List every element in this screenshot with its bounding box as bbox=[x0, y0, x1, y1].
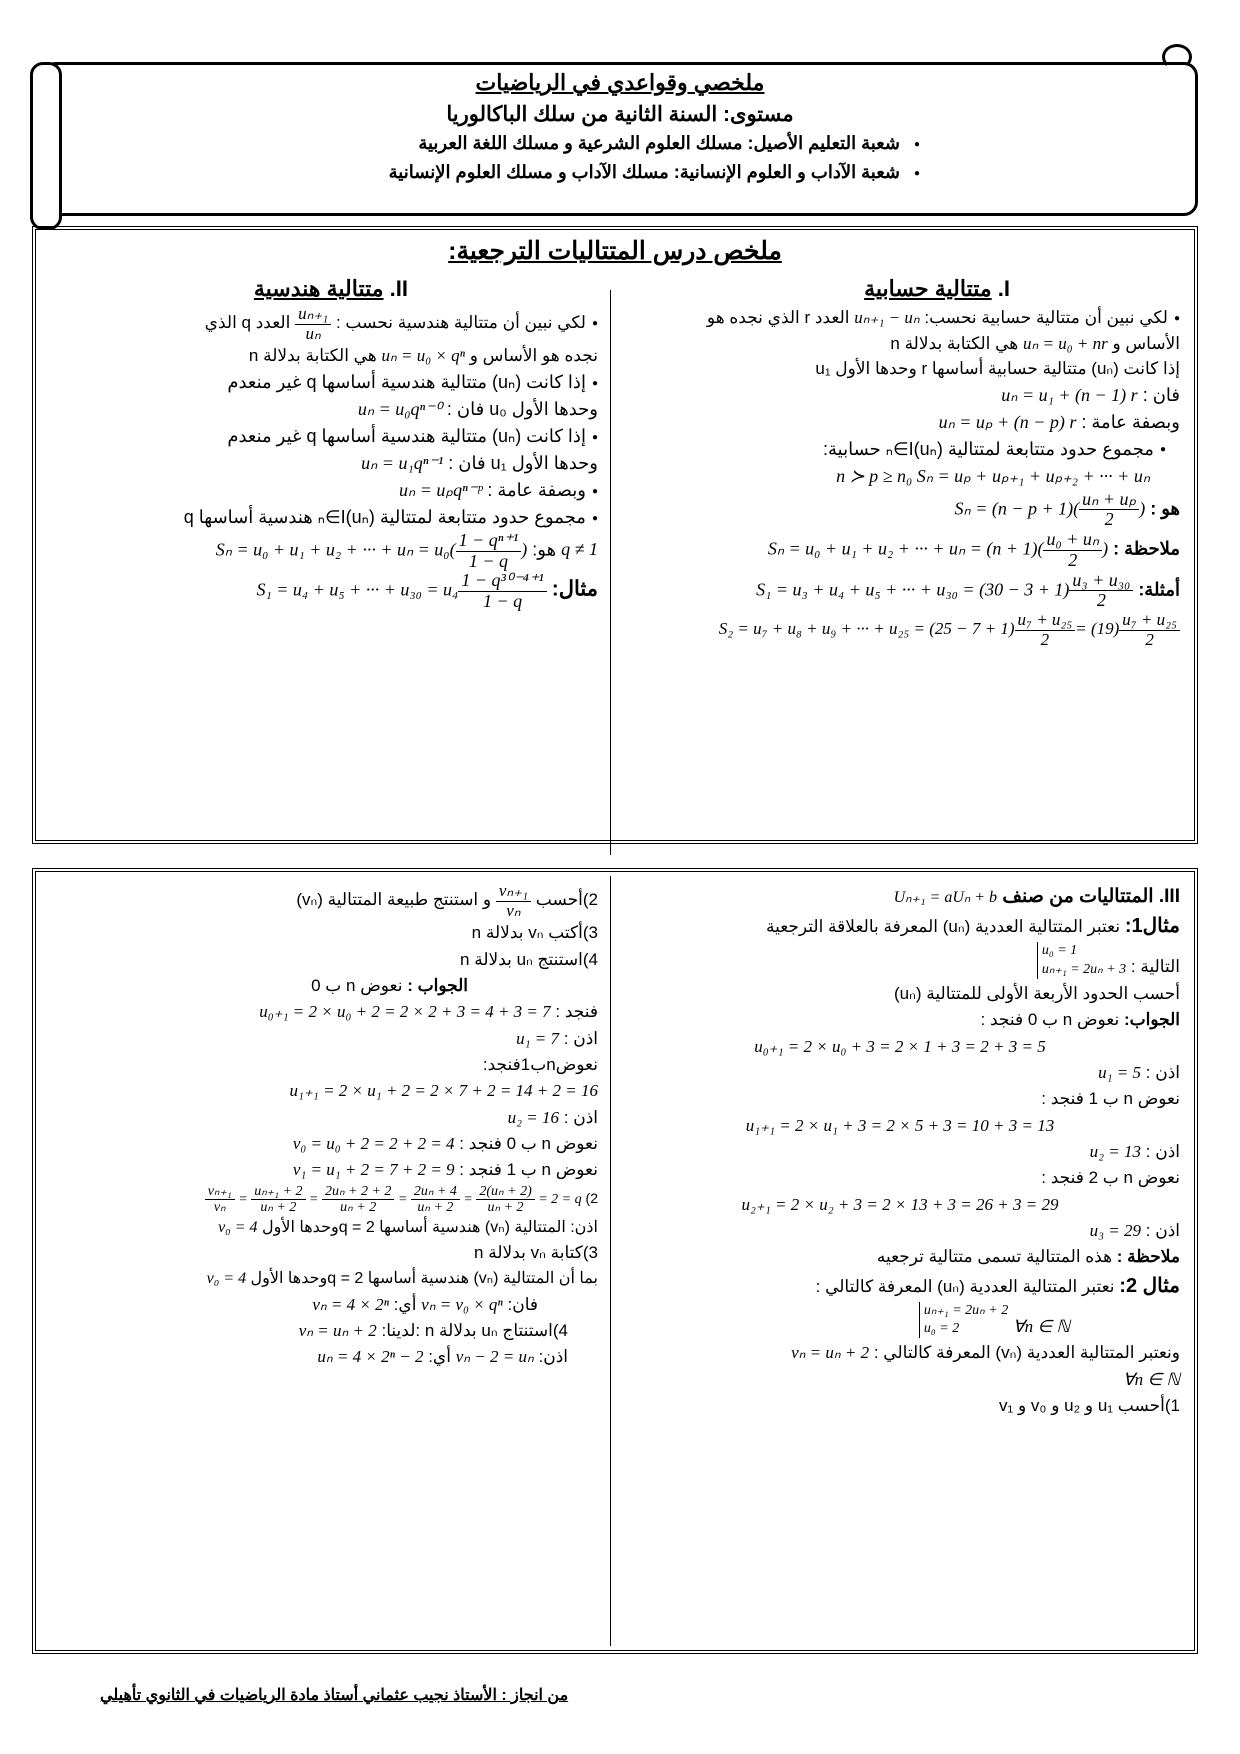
text: هي الكتابة بدلالة n bbox=[890, 333, 1019, 353]
formula: u₀₊₁ = 2 × u₀ + 3 = 2 × 1 + 3 = 2 + 3 = 5 bbox=[754, 1036, 1046, 1056]
text: وبصفة عامة : bbox=[487, 479, 586, 500]
formula: u₁₊₁ = 2 × u₁ + 3 = 2 × 5 + 3 = 10 + 3 = 13 bbox=[745, 1115, 1055, 1135]
text: نعوض n ب 0 فنجد : bbox=[980, 1010, 1120, 1030]
text: نعوض n ب 0 bbox=[311, 976, 403, 996]
fraction-denominator: 1 − q bbox=[482, 591, 523, 612]
formula: uₙ₊₁ − uₙ bbox=[854, 308, 920, 327]
text: اذن : bbox=[1145, 1063, 1180, 1082]
formula: uₙ = 4 × 2ⁿ − 2 bbox=[317, 1347, 424, 1367]
text: فنجد : bbox=[555, 1002, 598, 1022]
formula: S₁ = u₄ + u₅ + ··· + u₃₀ = u₄ bbox=[256, 579, 459, 600]
formula: v₀ = 4 bbox=[218, 1218, 258, 1236]
text: ● مجموع حدود متتابعة لمتتالية (uₙ)ₙ∈I هندسية أساسها q bbox=[48, 504, 598, 531]
formula: Sₙ = u₀ + u₁ + u₂ + ··· + uₙ = (n + 1) bbox=[767, 538, 1038, 559]
column-divider bbox=[610, 876, 611, 1646]
arithmetic-section: I. متتالية حسابية ● لكي نبين أن متتالية حسابية نحسب: uₙ₊₁ − uₙ العدد r الذي نجده هو الأساس و uₙ = u₀ + nr هي الكتابة بدلالة n إذا كانت (uₙ) متتالية حسابية أساسها r وحدها الأول u₁ فان : uₙ = u₁ + (n − 1) r وبصفة عامة : uₙ = uₚ + (n − p) r ● مجموع حدود متتابعة لمتتالية (uₙ)ₙ∈I حسابية: n ≻ p ≥ n₀ Sₙ = uₚ + uₚ₊₁ + uₚ₊₂ + ··· + uₙ هو : Sₙ = (n − p + 1)( $\frac{\text{uₙ + uₚ}}{2}$ ) ملاحظة : Sₙ = u₀ + u₁ + u₂ + ··· + uₙ = (n + 1)( $\frac{\text{u₀ + uₙ}}{2}$ ) أمثلة: S₁ = u₃ + u₄ + u₅ + ··· + u₃₀ = (30 − 3 + 1) $\frac{\text{u₃ + u₃₀}}{2}$ S₂ = u₇ + u₈ + u₉ + ··· + u₂₅ = (25 − 7 + 1) $\frac{\text{u₇ + u₂₅}}{2}$ = (19) $\frac{\text{u₇ + u₂₅}}{2}$ bbox=[620, 272, 1180, 650]
formula: vₙ − 2 = uₙ bbox=[455, 1347, 534, 1367]
formula: uₙ = u₀ + nr bbox=[1022, 333, 1108, 353]
text: اذن: bbox=[538, 1347, 568, 1367]
formula: = (19) bbox=[1075, 619, 1120, 639]
text: أي: bbox=[393, 1294, 417, 1314]
scroll-roll-decoration bbox=[30, 62, 62, 230]
text: هو: bbox=[532, 539, 557, 560]
text: العدد r الذي نجده هو bbox=[706, 308, 850, 327]
text: 3)كتابة vₙ بدلالة n bbox=[474, 1243, 598, 1263]
geometric-section: II. متتالية هندسية ● لكي نبين أن متتالية هندسية نحسب : $\frac{\text{uₙ₊₁}}{\text{uₙ}}$ العدد q الذي نجده هو الأساس و uₙ = u₀ × qⁿ هي الكتابة بدلالة n ● إذا كانت (uₙ) متتالية هندسية أساسها q غير منعدم وحدها الأول u₀ فان : uₙ = u₀qⁿ⁻⁰ ● إذا كانت (uₙ) متتالية هندسية أساسها q غير منعدم وحدها الأول u₁ فان : uₙ = u₁qⁿ⁻¹ ● وبصفة عامة : uₙ = uₚqⁿ⁻ᵖ ● مجموع حدود متتابعة لمتتالية (uₙ)ₙ∈I هندسية أساسها q q ≠ 1 هو: Sₙ = u₀ + u₁ + u₂ + ··· + uₙ = u₀( $\frac{\text{1 − qⁿ⁺¹}}{1 - q}$ ) مثال: S₁ = u₄ + u₅ + ··· + u₃₀ = u₄ $\frac{\text{1 − q³⁰⁻⁴⁺¹}}{1 - q}$ bbox=[48, 272, 598, 612]
fraction-denominator: uₙ + 2 bbox=[260, 1200, 297, 1216]
fraction-denominator: 2 bbox=[1040, 629, 1050, 649]
formula: u₀₊₁ = 2 × u₀ + 2 = 2 × 2 + 3 = 4 + 3 = 7 bbox=[259, 1002, 551, 1022]
formula: v₀ = 4 bbox=[206, 1269, 247, 1287]
system-line: u₀ = 2 bbox=[923, 1320, 960, 1336]
formula: uₙ = u₀ × qⁿ bbox=[381, 346, 465, 366]
system-line: uₙ₊₁ = 2uₙ + 2 bbox=[923, 1302, 1009, 1318]
text: التالية : bbox=[1130, 957, 1180, 977]
page-title: ملخصي وقواعدي في الرياضيات bbox=[475, 70, 765, 95]
formula: u₁ = 5 bbox=[1098, 1063, 1142, 1082]
system-line: u₀ = 1 bbox=[1041, 943, 1078, 959]
text: العدد q الذي bbox=[204, 313, 291, 333]
fraction-numerator: vₙ₊₁ bbox=[205, 1184, 235, 1200]
text: فان: bbox=[507, 1294, 538, 1314]
text: ● إذا كانت (uₙ) متتالية هندسية أساسها q غير منعدم bbox=[48, 369, 598, 396]
fraction-numerator: uₙ + uₚ bbox=[1079, 490, 1139, 511]
fraction-numerator: uₙ₊₁ + 2 bbox=[251, 1184, 305, 1200]
question: 1)أحسب u₁ و u₂ و v₀ و v₁ bbox=[999, 1395, 1180, 1415]
text: اذن : bbox=[563, 1107, 598, 1127]
header bbox=[60, 70, 1180, 191]
formula: vₙ = uₙ + 2 bbox=[791, 1343, 870, 1363]
example-label: مثال 2: bbox=[1119, 1274, 1180, 1297]
question: أحسب الحدود الأربعة الأولى للمتتالية (uₙ) bbox=[893, 983, 1180, 1003]
fraction-denominator: 1 − q bbox=[468, 550, 508, 571]
example-label: مثال: bbox=[551, 577, 598, 601]
note-label: ملاحظة : bbox=[1116, 1247, 1180, 1267]
section-number: II. bbox=[389, 276, 408, 301]
fraction-denominator: vₙ bbox=[213, 1200, 226, 1216]
fraction-numerator: u₃ + u₃₀ bbox=[1069, 571, 1133, 592]
formula: S₁ = u₃ + u₄ + u₅ + ··· + u₃₀ = (30 − 3 + 1) bbox=[756, 579, 1070, 600]
section-heading: متتالية هندسية bbox=[253, 276, 384, 301]
formula: v₁ = u₁ + 2 = 7 + 2 = 9 bbox=[292, 1160, 455, 1180]
fraction-denominator: 2 bbox=[1145, 629, 1154, 649]
formula: uₙ = uₚqⁿ⁻ᵖ bbox=[399, 479, 483, 500]
question: 4)استنتج uₙ بدلالة n bbox=[460, 949, 598, 969]
text: نعوض n ب 1 فنجد : bbox=[1041, 1089, 1180, 1109]
text: و استنتج طبيعة المتتالية (vₙ) bbox=[296, 890, 492, 910]
text: اذن : bbox=[563, 1028, 598, 1048]
text: نعتبر المتتالية العددية (uₙ) المعرفة كالتالي : bbox=[815, 1276, 1115, 1296]
example-label: مثال1: bbox=[1124, 915, 1180, 938]
formula: ∀n ∈ ℕ bbox=[1012, 1316, 1070, 1336]
fraction-numerator: 2uₙ + 2 + 2 bbox=[322, 1184, 394, 1200]
text: الأساس و bbox=[1112, 333, 1180, 353]
fraction-denominator: 2 bbox=[1096, 590, 1106, 611]
fraction-numerator: 2uₙ + 4 bbox=[411, 1184, 460, 1200]
text: هذه المتتالية تسمى متتالية ترجعيه bbox=[876, 1247, 1113, 1267]
formula: v₀ = u₀ + 2 = 2 + 2 = 4 bbox=[292, 1134, 455, 1154]
question: 3)أكتب vₙ بدلالة n bbox=[471, 923, 598, 943]
text: 2)أحسب bbox=[535, 890, 598, 910]
formula: vₙ = 4 × 2ⁿ bbox=[312, 1294, 389, 1314]
text: نعوض n ب 2 فنجد : bbox=[1041, 1168, 1180, 1188]
fraction-denominator: uₙ + 2 bbox=[417, 1200, 454, 1216]
fraction-numerator: 1 − qⁿ⁺¹ bbox=[456, 531, 522, 552]
answer-label: الجواب: bbox=[1123, 1010, 1180, 1030]
text: ونعتبر المتتالية العددية (vₙ) المعرفة كالتالي : bbox=[873, 1343, 1180, 1363]
text: نعوض n ب 1 فنجد : bbox=[459, 1160, 598, 1180]
formula: u₂ = 13 bbox=[1089, 1142, 1142, 1162]
fraction-denominator: 2 bbox=[1068, 549, 1078, 570]
note-label: ملاحظة : bbox=[1113, 538, 1180, 559]
fraction-numerator: u₀ + uₙ bbox=[1043, 530, 1102, 551]
fraction-numerator: 1 − q³⁰⁻⁴⁺¹ bbox=[458, 571, 546, 592]
text: لكي نبين أن متتالية هندسية نحسب : bbox=[335, 313, 586, 333]
text: وحدها الأول u₀ فان : bbox=[446, 398, 598, 419]
text: هو : bbox=[1150, 497, 1180, 518]
summary-title: ملخص درس المتتاليات الترجعية: bbox=[448, 237, 782, 265]
formula: u₁ = 7 bbox=[516, 1028, 560, 1048]
formula: u₂₊₁ = 2 × u₂ + 3 = 2 × 13 + 3 = 26 + 3 = 29 bbox=[741, 1194, 1059, 1214]
section-heading: متتالية حسابية bbox=[864, 276, 992, 301]
fraction-denominator: 2 bbox=[1104, 509, 1114, 530]
formula: n ≻ p ≥ n₀ Sₙ = uₚ + uₚ₊₁ + uₚ₊₂ + ··· + uₙ bbox=[836, 465, 1150, 486]
track-item: ● شعبة الآداب و العلوم الإنسانية: مسلك الآداب و مسلك العلوم الإنسانية bbox=[60, 162, 920, 183]
fraction-denominator: uₙ + 2 bbox=[340, 1200, 377, 1216]
text: هي الكتابة بدلالة n bbox=[248, 346, 377, 366]
formula: uₙ = u₁qⁿ⁻¹ bbox=[361, 452, 444, 473]
formula: uₙ = u₀qⁿ⁻⁰ bbox=[357, 398, 442, 419]
fraction-denominator: uₙ bbox=[305, 323, 321, 343]
system-line: uₙ₊₁ = 2uₙ + 3 bbox=[1041, 961, 1127, 977]
formula: u₂ = 16 bbox=[507, 1107, 560, 1127]
text: اذن: المتتالية (vₙ) هندسية أساسها q = 2وحدها الأول bbox=[261, 1218, 598, 1236]
fraction-numerator: 2(uₙ + 2) bbox=[476, 1184, 534, 1200]
examples-label: أمثلة: bbox=[1138, 579, 1180, 600]
section-number: III. bbox=[1158, 886, 1180, 907]
formula: u₁₊₁ = 2 × u₁ + 2 = 2 × 7 + 2 = 14 + 2 = 16 bbox=[289, 1081, 598, 1101]
track-list bbox=[60, 133, 1180, 183]
text: إذا كانت (uₙ) متتالية حسابية أساسها r وحدها الأول u₁ bbox=[815, 359, 1180, 378]
formula: u₃ = 29 bbox=[1089, 1221, 1142, 1241]
section-number: I. bbox=[997, 276, 1010, 301]
formula: vₙ = v₀ × qⁿ bbox=[421, 1294, 503, 1314]
text: ● مجموع حدود متتابعة لمتتالية (uₙ)ₙ∈I حسابية: bbox=[620, 436, 1180, 463]
text: 4)استنتاج uₙ بدلالة n :لدينا: bbox=[381, 1320, 568, 1340]
fraction-numerator: u₇ + u₂₅ bbox=[1015, 611, 1076, 631]
fraction-denominator: uₙ + 2 bbox=[487, 1200, 524, 1216]
text: وبصفة عامة : bbox=[1081, 411, 1180, 432]
track-item: ● شعبة التعليم الأصيل: مسلك العلوم الشرعية و مسلك اللغة العربية bbox=[60, 133, 920, 154]
fraction-numerator: u₇ + u₂₅ bbox=[1119, 611, 1180, 631]
answer-label: الجواب : bbox=[407, 976, 468, 996]
section-heading: المتتاليات من صنف bbox=[1002, 886, 1154, 907]
text: ● إذا كانت (uₙ) متتالية هندسية أساسها q غير منعدم bbox=[48, 423, 598, 450]
text: اذن : bbox=[1145, 1221, 1180, 1241]
formula: uₙ = uₚ + (n − p) r bbox=[938, 411, 1077, 432]
level-subtitle: مستوى: السنة الثانية من سلك الباكالوريا bbox=[446, 103, 794, 126]
formula: uₙ = u₁ + (n − 1) r bbox=[1001, 384, 1138, 405]
formula: vₙ = uₙ + 2 bbox=[298, 1320, 377, 1340]
section-three-left: 2)أحسب $\frac{\text{vₙ₊₁}}{\text{vₙ}}$ و استنتج طبيعة المتتالية (vₙ) 3)أكتب vₙ بدلالة n 4)استنتج uₙ بدلالة n الجواب : نعوض n ب 0 فنجد : u₀₊₁ = 2 × u₀ + 2 = 2 × 2 + 3 = 4 + 3 = 7 اذن : u₁ = 7 نعوضnب1فنجد: u₁₊₁ = 2 × u₁ + 2 = 2 × 7 + 2 = 14 + 2 = 16 اذن : u₂ = 16 نعوض n ب 0 فنجد : v₀ = u₀ + 2 = 2 + 2 = 4 نعوض n ب 1 فنجد : v₁ = u₁ + 2 = 7 + 2 = 9 2) $\frac{\text{vₙ₊₁}}{\text{vₙ}}$ = $\frac{\text{uₙ₊₁ + 2}}{\text{uₙ + 2}}$ = $\frac{\text{2uₙ + 2 + 2}}{\text{uₙ + 2}}$ = $\frac{\text{2uₙ + 4}}{\text{uₙ + 2}}$ = $\frac{\text{2(uₙ + 2)}}{\text{uₙ + 2}}$ = 2 = q اذن: المتتالية (vₙ) هندسية أساسها q = 2وحدها الأول v₀ = 4 3)كتابة vₙ بدلالة n بما أن المتتالية (vₙ) هندسية أساسها q = 2وحدها الأول v₀ = 4 فان: vₙ = v₀ × qⁿ أي: vₙ = 4 × 2ⁿ 4)استنتاج uₙ بدلالة n :لدينا: vₙ = uₙ + 2 اذن: vₙ − 2 = uₙ أي: uₙ = 4 × 2ⁿ − 2 bbox=[46, 882, 598, 1371]
formula: = 2 = q bbox=[538, 1191, 582, 1207]
formula: S₂ = u₇ + u₈ + u₉ + ··· + u₂₅ = (25 − 7 + 1) bbox=[718, 619, 1015, 639]
formula: Sₙ = (n − p + 1) bbox=[954, 497, 1074, 518]
text: فان : bbox=[1142, 384, 1180, 405]
text: اذن : bbox=[1145, 1142, 1180, 1162]
formula: Uₙ₊₁ = aUₙ + b bbox=[893, 889, 998, 906]
author-footer: من انجاز : الأستاذ نجيب عثماني أستاذ مادة الرياضيات في الثانوي تأهيلي bbox=[100, 1687, 569, 1704]
formula: q ≠ 1 bbox=[561, 539, 598, 560]
fraction-numerator: vₙ₊₁ bbox=[496, 882, 531, 902]
text: لكي نبين أن متتالية حسابية نحسب: bbox=[924, 308, 1168, 327]
text: نجده هو الأساس و bbox=[469, 346, 598, 366]
fraction-denominator: vₙ bbox=[506, 900, 521, 920]
fraction-numerator: uₙ₊₁ bbox=[295, 305, 331, 325]
text: وحدها الأول u₁ فان : bbox=[448, 452, 598, 473]
text: نعتبر المتتالية العددية (uₙ) المعرفة بالعلاقة الترجعية bbox=[765, 917, 1121, 937]
text: نعوضnب1فنجد: bbox=[482, 1055, 598, 1075]
text: نعوض n ب 0 فنجد : bbox=[459, 1134, 598, 1154]
column-divider bbox=[610, 290, 611, 855]
text: أي: bbox=[428, 1347, 451, 1367]
text: 2) bbox=[585, 1189, 598, 1206]
formula: Sₙ = u₀ + u₁ + u₂ + ··· + uₙ = u₀ bbox=[215, 539, 450, 560]
text: بما أن المتتالية (vₙ) هندسية أساسها q = 2وحدها الأول bbox=[250, 1269, 598, 1287]
section-three-right bbox=[620, 882, 1180, 1419]
formula: ∀n ∈ ℕ bbox=[1122, 1369, 1180, 1389]
